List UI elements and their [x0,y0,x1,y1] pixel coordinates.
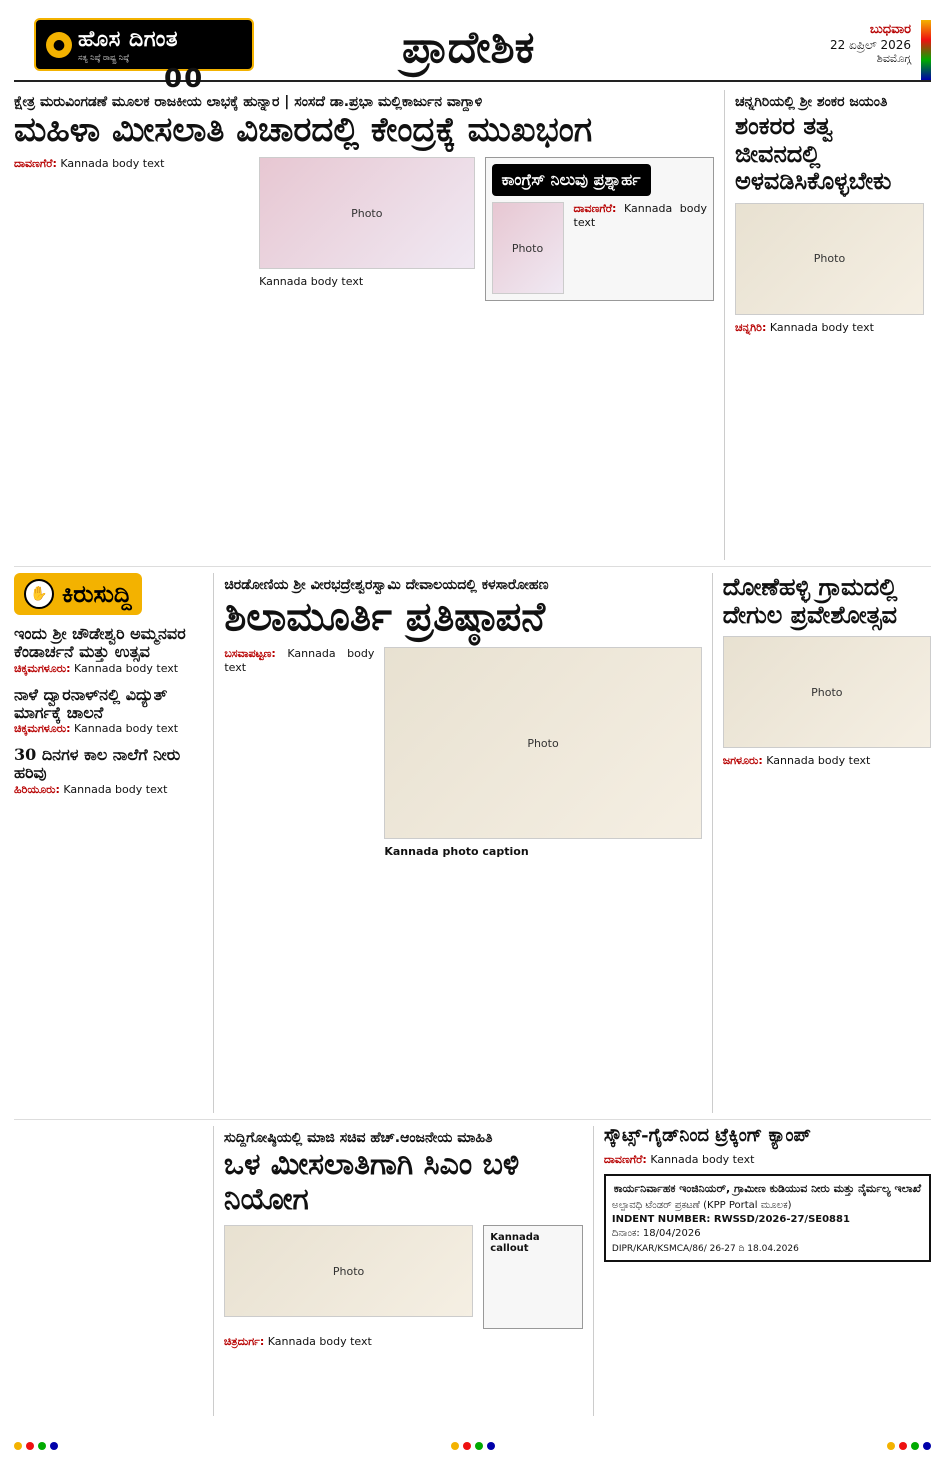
mid-right-headline: ದೋಣೆಹಳ್ಳಿ ಗ್ರಾಮದಲ್ಲಿ ದೇಗುಲ ಪ್ರವೇಶೋತ್ಸವ [722,572,898,629]
top-left-byline: ದಾವಣಗೆರೆ: [14,157,57,171]
top-mid-byline: ದಾವಣಗೆರೆ: [573,202,617,216]
top-left-kicker: ಕ್ಷೇತ್ರ ಮರುವಿಂಗಡಣೆ ಮೂಲಕ ರಾಜಕೀಯ ಲಾಭಕ್ಕೆ ಹುನ್ನಾರ | ಸಂಸದೆ ಡಾ.ಪ್ರಭಾ ಮಲ್ಲಿಕಾರ್ಜುನ ವಾಗ್ದಾಳಿ [14,94,483,110]
top-left-body-2: Kannada body text [259,275,364,289]
tender-ad-title: ಕಾರ್ಯನಿರ್ವಾಹಕ ಇಂಜಿನಿಯರ್, ಗ್ರಾಮೀಣ ಕುಡಿಯುವ ನೀರು ಮತ್ತು ನೈರ್ಮಲ್ಯ ಇಲಾಖೆ [613,1182,922,1196]
newspaper-logo [34,18,254,74]
kiru-item-3 [14,746,203,797]
bottom-center-byline: ಚಿತ್ರದುರ್ಗ: [223,1335,265,1348]
mid-center-headline: ಶಿಲಾಮೂರ್ತಿ ಪ್ರತಿಷ್ಠಾಪನೆ [224,593,546,640]
press-photo: Photo [224,1225,473,1317]
logo-subtitle: ಸತ್ಯ ನಿಷ್ಠೆ ರಾಷ್ಟ್ರ ನಿಷ್ಠೆ [78,53,129,62]
kiru-item-3-body: Kannada body text [63,782,168,796]
kiru-item-1-headline: ಇಂದು ಶ್ರೀ ಚೌಡೇಶ್ವರಿ ಅಮ್ಮನವರ ಕೆಂಡಾರ್ಚನೆ ಮತ್ತು ಉತ್ಸವ [14,624,186,662]
mid-center-kicker: ಚಿರಡೋಣಿಯ ಶ್ರೀ ವೀರಭದ್ರೇಶ್ವರಸ್ವಾಮಿ ದೇವಾಲಯದಲ್ಲಿ ಕಳಸಾರೋಹಣ [224,577,549,593]
donehalli-photo: Photo [723,636,931,748]
bottom-center-story [213,1126,583,1416]
bottom-center-kicker: ಸುದ್ದಿಗೋಷ್ಠಿಯಲ್ಲಿ ಮಾಜಿ ಸಚಿವ ಹೆಚ್.ಆಂಜನೇಯ ಮಾಹಿತಿ [223,1130,493,1146]
kiru-suddi-title: ಕಿರುಸುದ್ದಿ [62,580,132,608]
kiru-suddi-banner [14,573,142,615]
kiru-item-2-headline: ನಾಳೆ ದ್ವಾರನಾಳ್‌ನಲ್ಲಿ ವಿದ್ಯುತ್ ಮಾರ್ಗಕ್ಕೆ ಚಾಲನೆ [14,684,168,722]
top-mid-body: Kannada body text [573,202,707,230]
top-right-body: Kannada body text [769,320,874,334]
logo-title: ಹೊಸ ದಿಗಂತ [78,26,179,52]
tender-ad-footer: DIPR/KAR/KSMCA/86/ 26-27 ದಿ 18.04.2026 [611,1243,799,1254]
bottom-right-col [593,1126,931,1416]
top-right-headline: ಶಂಕರರ ತತ್ವ ಜೀವನದಲ್ಲಿ ಅಳವಡಿಸಿಕೊಳ್ಳಬೇಕು [735,111,892,196]
date-day: ಬುಧವಾರ [869,22,911,37]
bottom-right-byline: ದಾವಣಗೆರೆ: [603,1152,647,1166]
kiru-item-1 [14,625,203,676]
mp-photo: Photo [259,157,474,269]
mid-right-byline: ಜಗಳೂರು: [722,754,763,768]
logo-icon: ● [46,32,72,58]
kiru-item-3-byline: ಹಿರಿಯೂರು: [14,782,60,796]
top-right-byline: ಚನ್ನಗಿರಿ: [735,320,767,334]
tender-ad [604,1174,931,1262]
tender-ad-line2: INDENT NUMBER: RWSSD/2026-27/SE0881 [611,1213,850,1225]
hand-icon: ✋ [24,579,54,609]
footer [14,1442,931,1450]
bottom-center-body: Kannada body text [267,1335,372,1348]
registration-dots-mid [451,1442,495,1450]
congress-box [485,157,714,301]
top-left-body-col [14,157,249,301]
page-number: 00 [164,64,205,94]
top-left-body: Kannada body text [60,157,165,171]
mid-center-body: Kannada body text [224,647,375,674]
mid-center-story [213,573,701,1113]
tender-ad-line3: ದಿನಾಂಕ: 18/04/2026 [611,1227,701,1239]
kiru-item-2-byline: ಚಿಕ್ಕಮಗಳೂರು: [14,722,71,736]
shankar-photo: Photo [735,203,924,315]
mid-center-byline: ಬಸವಾಪಟ್ಟಣ: [224,647,276,660]
bottom-right-body: Kannada body text [650,1152,755,1166]
top-right-kicker: ಚನ್ನಗಿರಿಯಲ್ಲಿ ಶ್ರೀ ಶಂಕರ ಜಯಂತಿ [735,94,888,110]
mid-center-caption: Kannada photo caption [384,845,529,858]
temple-photo: Photo [384,647,701,839]
top-left-headline: ಮಹಿಳಾ ಮೀಸಲಾತಿ ವಿಚಾರದಲ್ಲಿ ಕೇಂದ್ರಕ್ಕೆ ಮುಖಭಂಗ [14,110,593,150]
date-city: ಶಿವಮೊಗ್ಗ [876,51,911,65]
kiru-suddi-col [14,573,203,1113]
registration-dots-left [14,1442,58,1450]
masthead [14,10,931,94]
top-section [14,90,931,560]
middle-section [14,573,931,1113]
bottom-center-headline: ಒಳ ಮೀಸಲಾತಿಗಾಗಿ ಸಿಎಂ ಬಳಿ ನಿಯೋಗ [223,1147,520,1217]
date-box [830,22,911,65]
kiru-item-1-body: Kannada body text [74,661,179,675]
bottom-right-headline: ಸ್ಕೌಟ್ಸ್-ಗೈಡ್‌ನಿಂದ ಟ್ರೆಕ್ಕಿಂಗ್ ಕ್ಯಾಂಪ್ [603,1125,811,1146]
bottom-center-callout: Kannada callout [483,1225,583,1329]
registration-dots-right [887,1442,931,1450]
top-right-story [724,90,924,560]
congress-photo: Photo [492,202,564,294]
date-date: 22 ಏಪ್ರಿಲ್ 2026 [829,37,911,52]
top-left-story [14,90,714,560]
kiru-item-1-byline: ಚಿಕ್ಕಮಗಳೂರು: [14,661,71,675]
kiru-item-2 [14,686,203,737]
kiru-item-3-headline: 30 ದಿನಗಳ ಕಾಲ ನಾಲೆಗೆ ನೀರು ಹರಿವು [14,745,181,783]
kiru-item-2-body: Kannada body text [74,722,179,736]
color-strip [921,20,931,80]
bottom-section [14,1126,931,1416]
mid-right-story [712,573,931,1113]
congress-box-title: ಕಾಂಗ್ರೆಸ್ ನಿಲುವು ಪ್ರಶ್ನಾರ್ಹ [492,164,651,196]
mid-right-body: Kannada body text [766,754,871,768]
tender-ad-line1: ಅಲ್ಪಾವಧಿ ಟೆಂಡರ್ ಪ್ರಕಟಣೆ (KPP Portal ಮೂಲಕ) [611,1199,792,1211]
section-title: ಪ್ರಾದೇಶಿಕ [402,22,535,73]
